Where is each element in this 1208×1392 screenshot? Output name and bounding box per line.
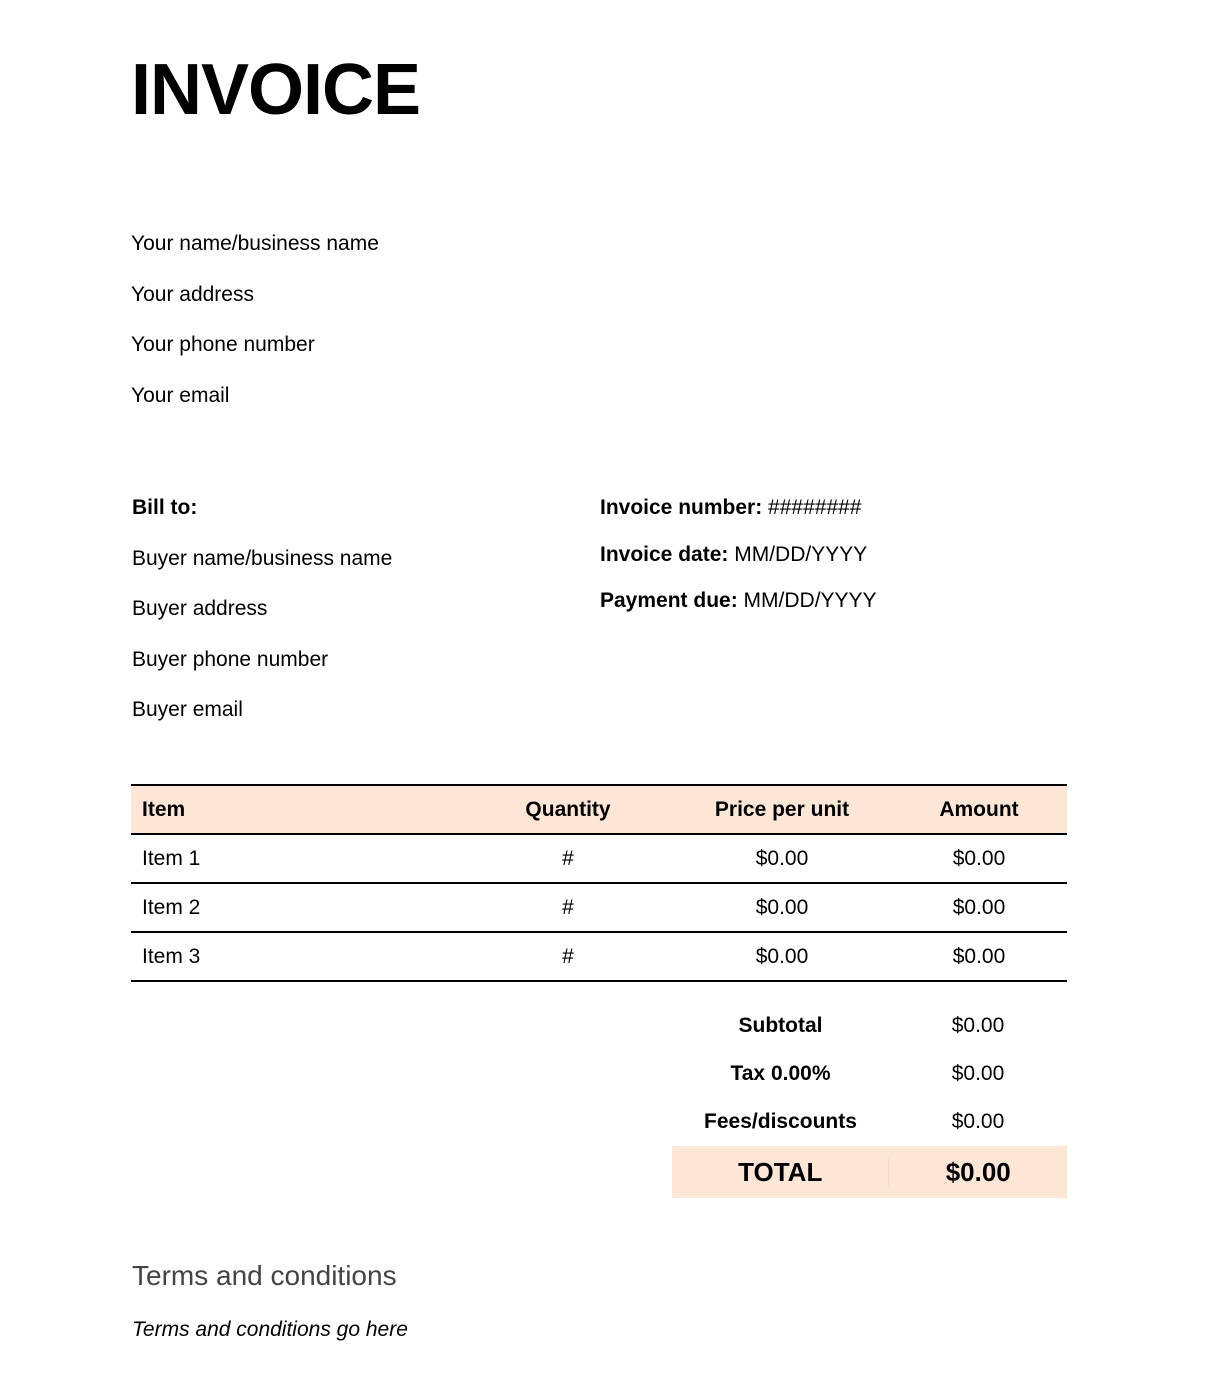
invoice-number-value: ########: [768, 496, 862, 519]
sender-info: [131, 230, 379, 432]
subtotal-row: [672, 1002, 1067, 1050]
invoice-meta: [600, 494, 877, 634]
price-cell: $0.00: [673, 883, 891, 932]
payment-due-label: Payment due:: [600, 589, 738, 612]
tax-label: Tax 0.00%: [730, 1062, 831, 1085]
amount-cell: $0.00: [891, 883, 1067, 932]
fees-row: [672, 1098, 1067, 1146]
totals-section: [672, 1002, 1067, 1198]
total-label: TOTAL: [672, 1157, 889, 1188]
buyer-email: Buyer email: [132, 698, 243, 721]
price-cell: $0.00: [673, 932, 891, 981]
sender-phone: Your phone number: [131, 333, 315, 356]
invoice-date-value: MM/DD/YYYY: [734, 542, 868, 566]
items-table: [131, 784, 1067, 982]
buyer-address: Buyer address: [132, 597, 268, 620]
column-header-quantity: Quantity: [463, 785, 673, 834]
table-header-row: [131, 785, 1067, 834]
invoice-date-row: [600, 541, 877, 588]
subtotal-value: $0.00: [951, 1014, 1005, 1037]
column-header-amount: Amount: [891, 785, 1067, 834]
amount-cell: $0.00: [891, 834, 1067, 883]
quantity-cell: #: [463, 883, 673, 932]
invoice-date-label: Invoice date:: [600, 542, 729, 566]
tax-value: $0.00: [951, 1062, 1005, 1085]
table-row: [131, 932, 1067, 981]
buyer-name: Buyer name/business name: [132, 546, 393, 570]
tax-row: [672, 1050, 1067, 1098]
column-header-price: Price per unit: [673, 785, 891, 834]
invoice-number-label: Invoice number:: [600, 496, 763, 519]
bill-to-label: Bill to:: [132, 496, 198, 519]
total-value: $0.00: [945, 1156, 1011, 1187]
total-row: [672, 1146, 1067, 1198]
invoice-title: INVOICE: [131, 50, 421, 130]
table-row: [131, 883, 1067, 932]
bill-to-section: [132, 494, 392, 747]
quantity-cell: #: [463, 932, 673, 981]
payment-due-row: [600, 587, 877, 634]
item-name-cell: Item 1: [131, 834, 463, 883]
amount-cell: $0.00: [891, 932, 1067, 981]
payment-due-value: MM/DD/YYYY: [743, 589, 877, 612]
sender-name: Your name/business name: [131, 232, 379, 255]
sender-address: Your address: [131, 282, 254, 306]
item-name-cell: Item 2: [131, 883, 463, 932]
invoice-number-row: [600, 494, 877, 541]
table-row: [131, 834, 1067, 883]
buyer-phone: Buyer phone number: [132, 647, 329, 671]
fees-value: $0.00: [951, 1110, 1005, 1133]
sender-email: Your email: [131, 383, 230, 407]
subtotal-label: Subtotal: [738, 1014, 823, 1037]
quantity-cell: #: [463, 834, 673, 883]
column-header-item: Item: [131, 785, 463, 834]
fees-label: Fees/discounts: [704, 1110, 857, 1133]
price-cell: $0.00: [673, 834, 891, 883]
terms-text: Terms and conditions go here: [132, 1318, 408, 1341]
item-name-cell: Item 3: [131, 932, 463, 981]
terms-heading: Terms and conditions: [132, 1260, 397, 1291]
